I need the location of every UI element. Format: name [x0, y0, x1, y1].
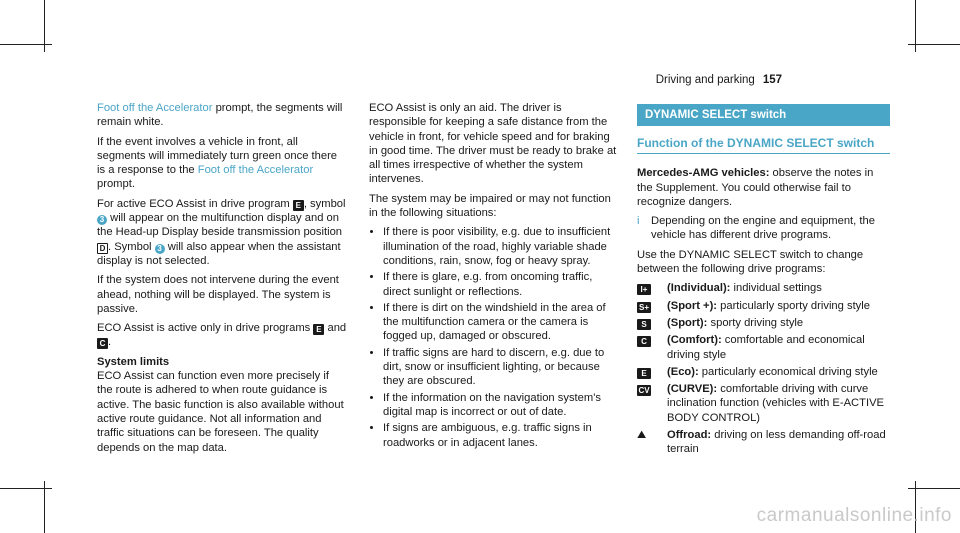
crop-mark	[908, 488, 960, 489]
cross-reference-link[interactable]: Foot off the Accelerator	[97, 102, 213, 114]
program-description: particularly economical driving style	[698, 365, 878, 378]
paragraph: ECO Assist is only an aid. The driver is responsible for keeping a safe distance from the vehicle in front, for vehicle speed and for braking in good time. The driver must be ready to brake at all times irrespective of whether the system intervenes.	[369, 102, 617, 186]
program-name: (Individual):	[667, 282, 731, 295]
page-header	[656, 74, 782, 86]
program-description: driving on less demanding off-road terrain	[667, 429, 886, 456]
column-left	[97, 101, 347, 460]
text: and	[324, 322, 347, 335]
text: will also appear when the assistant display is not selected.	[97, 240, 341, 267]
text: For active ECO Assist in drive program	[97, 197, 293, 210]
list-item: • If there is poor visibility, e.g. due to insufficient illumination of the road, highly variable shade conditions, rain, snow, fog or heavy spray.	[383, 225, 619, 268]
paragraph: ECO Assist can function even more precisely if the route is adhered to when route guidance is active. The basic function is also available without active route guidance. Not all information and traffic situations can be foreseen. The quality depends on the map data.	[97, 370, 344, 454]
paragraph	[97, 135, 347, 192]
section-heading: System limits	[97, 355, 170, 368]
info-note	[637, 214, 890, 243]
paragraph	[97, 321, 347, 350]
list-item: • If there is glare, e.g. from oncoming traffic, direct sunlight or reflections.	[383, 270, 619, 299]
comfort-program-icon: C	[97, 338, 108, 349]
program-item	[637, 428, 890, 457]
program-description: sporty driving style	[707, 316, 804, 329]
paragraph	[97, 197, 347, 268]
program-description: individual settings	[730, 282, 822, 295]
section-title: Driving and parking	[655, 74, 755, 86]
program-item	[637, 316, 890, 330]
list-item: • If traffic signs are hard to discern, e.g. due to dirt, snow or insufficient lighting, or because they are obscured.	[383, 346, 619, 389]
list-item: • If there is dirt on the windshield in the area of the multifunction camera or the camera is fogged up, damaged or obscured.	[383, 301, 619, 344]
comfort-program-icon: C	[637, 336, 651, 347]
text: ECO Assist is active only in drive programs	[97, 322, 314, 335]
watermark: carmanualsonline.info	[756, 505, 952, 526]
text: . Symbol	[108, 240, 155, 253]
eco-program-icon: E	[637, 368, 651, 379]
situation-list	[369, 225, 619, 449]
crop-mark	[908, 44, 960, 45]
list-item: • If signs are ambiguous, e.g. traffic signs in roadworks or in adjacent lanes.	[383, 421, 619, 450]
text: prompt.	[97, 178, 135, 191]
text: If the event involves a vehicle in front, all segments will immediately turn green once there is a response to the	[97, 135, 338, 177]
paragraph: If the system does not intervene during the event ahead, nothing will be displayed. The system is passive.	[97, 274, 339, 315]
text: prompt, the segments will remain white.	[97, 102, 343, 129]
text: Mercedes-AMG vehicles:	[637, 167, 770, 180]
program-item	[637, 281, 890, 295]
program-item	[637, 382, 890, 425]
paragraph	[637, 166, 890, 209]
crop-mark	[0, 488, 52, 489]
text: .	[108, 336, 112, 349]
program-item	[637, 333, 890, 362]
column-middle	[369, 101, 619, 452]
program-description: comfortable and economical driving style	[667, 334, 865, 361]
paragraph: The system may be impaired or may not function in the following situations:	[369, 192, 611, 220]
program-item	[637, 299, 890, 313]
program-name: (CURVE):	[667, 383, 718, 396]
text: , symbol	[303, 197, 346, 210]
column-right	[637, 104, 890, 460]
sport-plus-program-icon: S+	[638, 302, 649, 312]
text: will appear on the multifunction display and on the Head-up Display beside transmission position	[97, 212, 343, 239]
eco-program-icon: E	[293, 200, 304, 211]
page-number: 157	[762, 74, 782, 86]
callout-number: 3	[97, 215, 107, 225]
program-name: (Eco):	[667, 365, 699, 378]
text: Depending on the engine and equipment, the vehicle has different drive programs.	[651, 215, 875, 242]
program-description: comfortable driving with curve inclination function (vehicles with E-ACTIVE BODY CONTROL)	[667, 383, 885, 424]
info-icon: i	[637, 215, 640, 228]
subheading: Function of the DYNAMIC SELECT switch	[637, 136, 890, 154]
program-description: particularly sporty driving style	[717, 299, 870, 312]
drive-position-icon: D	[97, 243, 108, 254]
cross-reference-link[interactable]: Foot off the Accelerator	[197, 164, 314, 177]
eco-program-icon: E	[313, 324, 324, 335]
offroad-program-icon: ⛰	[637, 429, 647, 442]
sport-program-icon: S	[637, 319, 651, 330]
program-name: (Sport +):	[667, 299, 718, 312]
paragraph	[97, 101, 347, 130]
crop-mark	[0, 44, 52, 45]
program-name: (Comfort):	[667, 334, 722, 347]
list-item: • If the information on the navigation system's digital map is incorrect or out of date.	[383, 391, 619, 420]
individual-program-icon: I+	[637, 284, 651, 295]
program-name: Offroad:	[667, 429, 712, 442]
callout-number: 3	[155, 244, 165, 254]
program-item	[637, 365, 890, 379]
program-name: (Sport):	[667, 316, 708, 329]
section-bar-title: DYNAMIC SELECT switch	[637, 104, 890, 126]
paragraph: Use the DYNAMIC SELECT switch to change between the following drive programs:	[637, 248, 864, 276]
curve-program-icon: CV	[638, 386, 650, 396]
text: observe the notes in the Supplement. You could otherwise fail to recognize dangers.	[637, 167, 874, 208]
